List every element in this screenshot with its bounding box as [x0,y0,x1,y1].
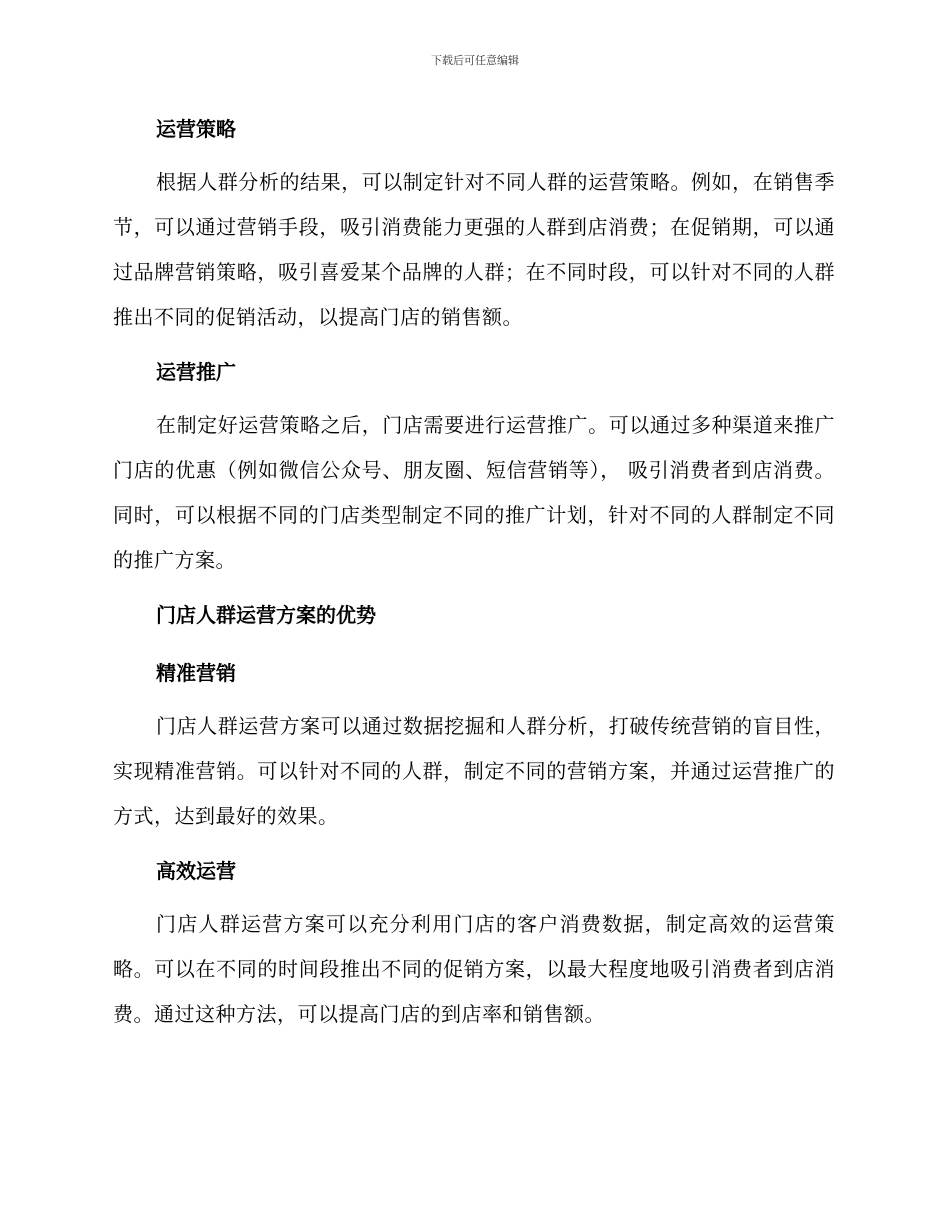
paragraph-operation-promotion: 在制定好运营策略之后，门店需要进行运营推广。可以通过多种渠道来推广门店的优惠（例如微信公众号、朋友圈、短信营销等）， 吸引消费者到店消费。同时，可以根据不同的门店类型制定不同的推广计划，针对不同的人群制定不同的推广方案。 [113,413,835,572]
page-header-note: 下载后可任意编辑 [431,54,519,67]
section-heading-operation-strategy: 运营策略 [156,117,236,141]
paragraph-precision-marketing: 门店人群运营方案可以通过数据挖掘和人群分析，打破传统营销的盲目性，实现精准营销。可以针对不同的人群，制定不同的营销方案，并通过运营推广的方式，达到最好的效果。 [113,714,835,828]
section-heading-operation-promotion: 运营推广 [156,360,236,384]
section-heading-advantages: 门店人群运营方案的优势 [156,603,376,627]
section-heading-efficient-operation: 高效运营 [156,859,236,883]
document-body [113,112,835,1037]
paragraph-operation-strategy: 根据人群分析的结果，可以制定针对不同人群的运营策略。例如，在销售季节，可以通过营销手段，吸引消费能力更强的人群到店消费；在促销期，可以通过品牌营销策略，吸引喜爱某个品牌的人群；在不同时段，可以针对不同的人群推出不同的促销活动，以提高门店的销售额。 [113,170,835,329]
section-heading-precision-marketing: 精准营销 [156,661,236,685]
paragraph-efficient-operation: 门店人群运营方案可以充分利用门店的客户消费数据，制定高效的运营策略。可以在不同的时间段推出不同的促销方案，以最大程度地吸引消费者到店消费。通过这种方法，可以提高门店的到店率和销售额。 [113,912,835,1026]
